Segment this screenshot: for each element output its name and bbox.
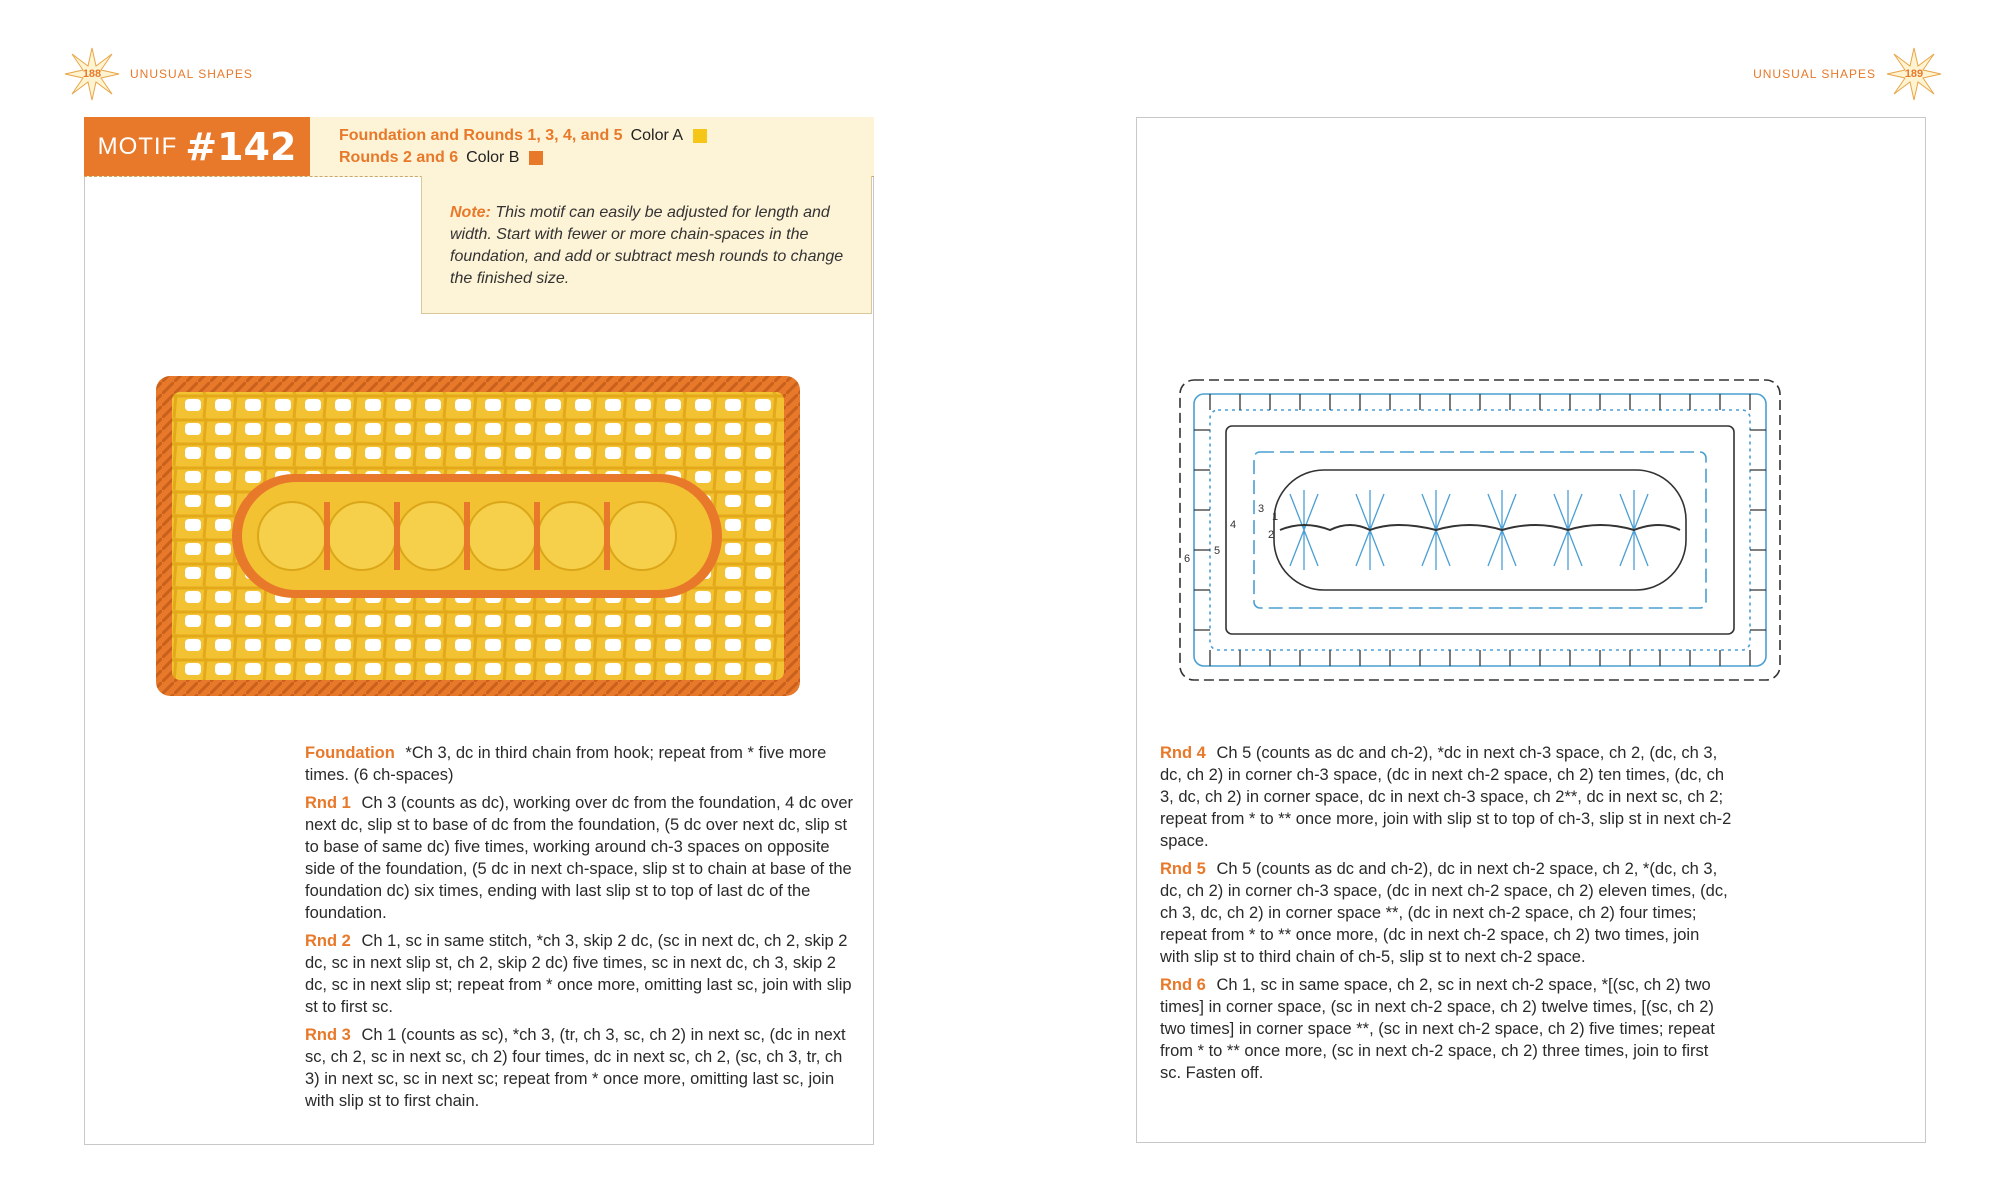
color-a-name: Color A <box>630 127 684 144</box>
instruction-rnd-5 <box>1160 858 1732 968</box>
motif-number: #142 <box>185 124 297 169</box>
color-b-swatch <box>529 151 543 165</box>
color-b-row <box>339 147 707 169</box>
right-page-header <box>1743 46 1942 102</box>
round-label-4: 4 <box>1230 519 1237 531</box>
instruction-rnd-6 <box>1160 974 1732 1084</box>
instruction-text: *Ch 3, dc in third chain from hook; repeat from * five more times. (6 ch-spaces) <box>305 744 827 784</box>
note-text: This motif can easily be adjusted for length and width. Start with fewer or more chain-spaces in the foundation, and add or subtract mesh rounds to change the finished size. <box>450 204 844 287</box>
motif-header <box>84 117 874 177</box>
instruction-rnd-2 <box>305 930 857 1018</box>
color-a-row <box>339 125 707 147</box>
right-section-label: UNUSUAL SHAPES <box>1753 67 1876 81</box>
instruction-text: Ch 1, sc in same space, ch 2, sc in next ch-2 space, *[(sc, ch 2) two times] in corner space, (sc in next ch-2 space, ch 2) twelve times, [(sc, ch 2) two times] in corner space **, (sc in next ch-2 space, ch 2) five times; repeat from * to ** once more, (sc in next ch-2 space, ch 2) three times, join to first sc. Fasten off. <box>1160 976 1715 1082</box>
motif-photo-image <box>150 370 806 702</box>
instructions-left <box>305 742 857 1118</box>
motif-photo <box>150 370 806 707</box>
round-label-5: 5 <box>1214 545 1221 557</box>
instruction-text: Ch 1, sc in same stitch, *ch 3, skip 2 dc, (sc in next dc, ch 2, skip 2 dc, sc in next slip st, ch 2, skip 2 dc) five times, sc in next dc, ch 3, skip 2 dc, sc in next slip st; repeat from * once more, omitting last sc, join with slip st to first sc. <box>305 932 852 1016</box>
instruction-label: Rnd 3 <box>305 1026 351 1044</box>
color-key <box>339 125 707 169</box>
instruction-rnd-4 <box>1160 742 1732 852</box>
left-page-number: 188 <box>82 68 102 80</box>
instruction-label: Foundation <box>305 744 395 762</box>
stitch-diagram-image <box>1170 370 1790 690</box>
instruction-rnd-1 <box>305 792 857 924</box>
color-b-name: Color B <box>466 149 520 166</box>
instruction-label: Rnd 6 <box>1160 976 1206 994</box>
color-a-swatch <box>693 129 707 143</box>
note-label: Note: <box>450 204 491 221</box>
instruction-text: Ch 5 (counts as dc and ch-2), *dc in next ch-3 space, ch 2, (dc, ch 3, dc, ch 2) in corner ch-3 space, (dc in next ch-2 space, ch 2) ten times, (dc, ch 3, dc, ch 2) in corner space, dc in next ch-3 space, ch 2**, dc in next sc, ch 2; repeat from * to ** once more, join with slip st to top of ch-3, slip st in next ch-2 space. <box>1160 744 1732 850</box>
motif-word: MOTIF <box>97 132 178 160</box>
left-section-label: UNUSUAL SHAPES <box>130 67 253 81</box>
page-number-star-icon <box>64 46 120 102</box>
round-label-6: 6 <box>1184 553 1191 565</box>
instruction-label: Rnd 5 <box>1160 860 1206 878</box>
instruction-text: Ch 5 (counts as dc and ch-2), dc in next ch-2 space, ch 2, *(dc, ch 3, dc, ch 2) in corner ch-3 space, (dc in next ch-2 space, ch 2) eleven times, (dc, ch 3, dc, ch 2) in corner space **, (dc in next ch-2 space, ch 2) four times; repeat from * to ** once more, (dc in next ch-2 space, ch 2) two times, join with slip st to third chain of ch-5, slip st to next ch-2 space. <box>1160 860 1728 966</box>
instruction-foundation <box>305 742 857 786</box>
color-b-label: Rounds 2 and 6 <box>339 149 459 166</box>
instruction-label: Rnd 1 <box>305 794 351 812</box>
round-label-1: 1 <box>1272 511 1279 523</box>
round-label-2: 2 <box>1268 529 1275 541</box>
instructions-right <box>1160 742 1732 1090</box>
page-number-star-icon <box>1886 46 1942 102</box>
instruction-label: Rnd 4 <box>1160 744 1206 762</box>
instruction-text: Ch 3 (counts as dc), working over dc from the foundation, 4 dc over next dc, slip st to base of dc from the foundation, (5 dc over next dc, slip st to base of same dc) five times, working around ch-3 spaces on opposite side of the foundation, (5 dc in next ch-space, slip st to chain at base of the foundation dc) six times, ending with last slip st to top of last dc of the foundation. <box>305 794 854 922</box>
instruction-rnd-3 <box>305 1024 857 1112</box>
right-page-number: 189 <box>1904 68 1924 80</box>
round-label-3: 3 <box>1258 503 1265 515</box>
motif-title-badge <box>84 117 310 176</box>
color-a-label: Foundation and Rounds 1, 3, 4, and 5 <box>339 127 623 144</box>
instruction-label: Rnd 2 <box>305 932 351 950</box>
note-box <box>421 176 872 314</box>
stitch-diagram <box>1170 370 1790 695</box>
left-page-header <box>64 46 263 102</box>
instruction-text: Ch 1 (counts as sc), *ch 3, (tr, ch 3, sc, ch 2) in next sc, (dc in next sc, ch 2, sc in next sc, ch 2) four times, dc in next sc, ch 2, (sc, ch 3, tr, ch 3) in next sc, sc in next sc; repeat from * once more, omitting last sc, join with slip st to first chain. <box>305 1026 846 1110</box>
